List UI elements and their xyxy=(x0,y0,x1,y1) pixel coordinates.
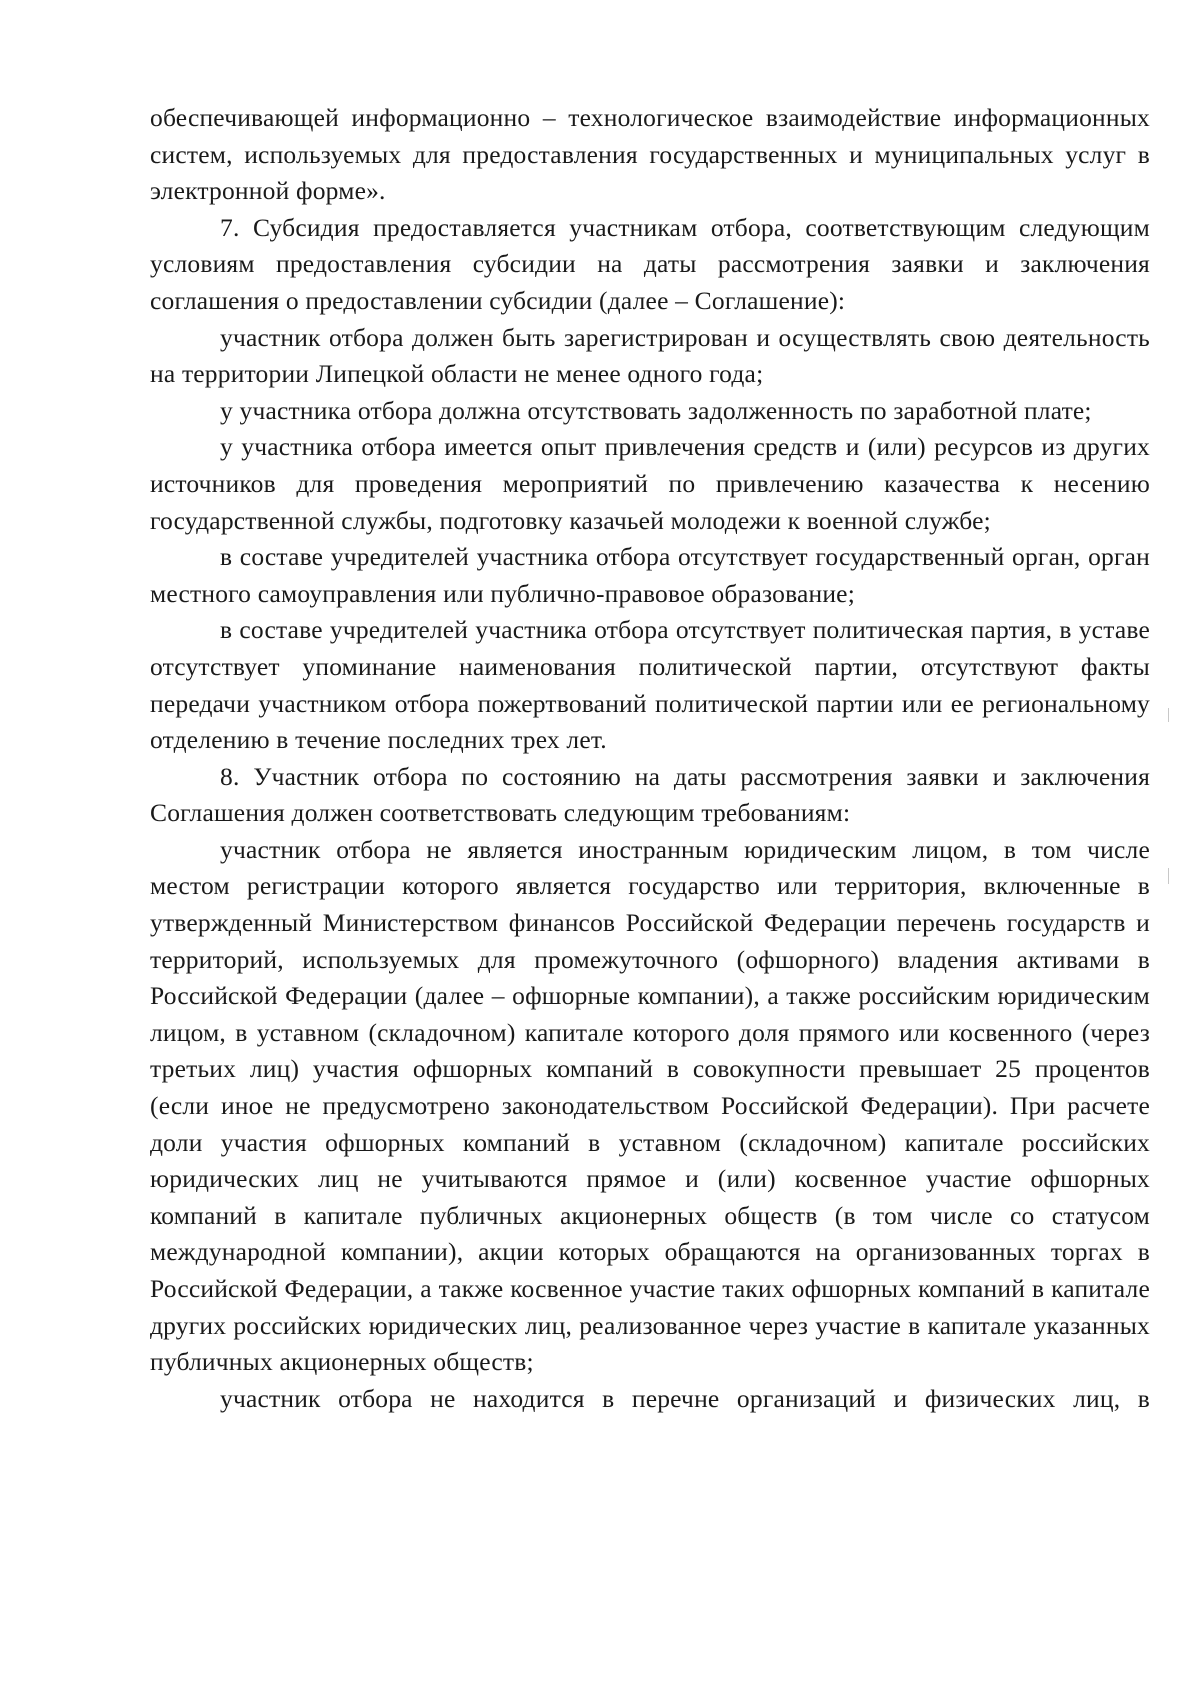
paragraph-intro-continuation: обеспечивающей информационно – технологическое взаимодействие информационных систем, используемых для предоставления государственных и муниципальных услуг в электронной форме». xyxy=(150,103,1150,206)
paragraph-condition-no-political-party: в составе учредителей участника отбора отсутствует политическая партия, в уставе отсутствует упоминание наименования политической партии, отсутствуют факты передачи участником отбора пожертвований политической партии или ее региональному отделению в течение последних трех лет. xyxy=(150,615,1150,755)
paragraph-requirement-not-foreign: участник отбора не является иностранным юридическим лицом, в том числе местом регистрации которого является государство или территория, включенные в утвержденный Министерством финансов Российской Федерации перечень государств и территорий, используемых для промежуточного (офшорного) владения активами в Российской Федерации (далее – офшорные компании), а также российским юридическим лицом, в уставном (складочном) капитале которого доля прямого или косвенного (через третьих лиц) участия офшорных компаний в совокупности превышает 25 процентов (если иное не предусмотрено законодательством Российской Федерации). При расчете доли участия офшорных компаний в уставном (складочном) капитале российских юридических лиц не учитываются прямое и (или) косвенное участие офшорных компаний в капитале публичных акционерных обществ (в том числе со статусом международной компании), акции которых обращаются на организованных торгах в Российской Федерации, а также косвенное участие таких офшорных компаний в капитале других российских юридических лиц, реализованное через участие в капитале указанных публичных акционерных обществ; xyxy=(150,834,1150,1377)
scan-margin-mark-bottom xyxy=(1168,868,1169,884)
paragraph-item-8: 8. Участник отбора по состоянию на даты рассмотрения заявки и заключения Соглашения должен соответствовать следующим требованиям: xyxy=(150,761,1150,828)
paragraph-condition-no-wage-debt: у участника отбора должна отсутствовать задолженность по заработной плате; xyxy=(220,395,1092,425)
scan-margin-mark-top xyxy=(1168,708,1169,722)
paragraph-item-7: 7. Субсидия предоставляется участникам отбора, соответствующим следующим условиям предоставления субсидии на даты рассмотрения заявки и заключения соглашения о предоставлении субсидии (далее – Соглашение): xyxy=(150,212,1150,315)
paragraph-requirement-not-in-list: участник отбора не находится в перечне организаций и физических лиц, в xyxy=(220,1383,1150,1413)
paragraph-condition-no-state-founder: в составе учредителей участника отбора отсутствует государственный орган, орган местного самоуправления или публично-правовое образование; xyxy=(150,542,1150,608)
paragraph-condition-registered: участник отбора должен быть зарегистрирован и осуществлять свою деятельность на территории Липецкой области не менее одного года; xyxy=(150,322,1150,389)
document-body xyxy=(150,100,1150,1417)
paragraph-condition-experience: у участника отбора имеется опыт привлечения средств и (или) ресурсов из других источников для проведения мероприятий по привлечению казачества к несению государственной службы, подготовку казачьей молодежи к военной службе; xyxy=(150,432,1150,535)
